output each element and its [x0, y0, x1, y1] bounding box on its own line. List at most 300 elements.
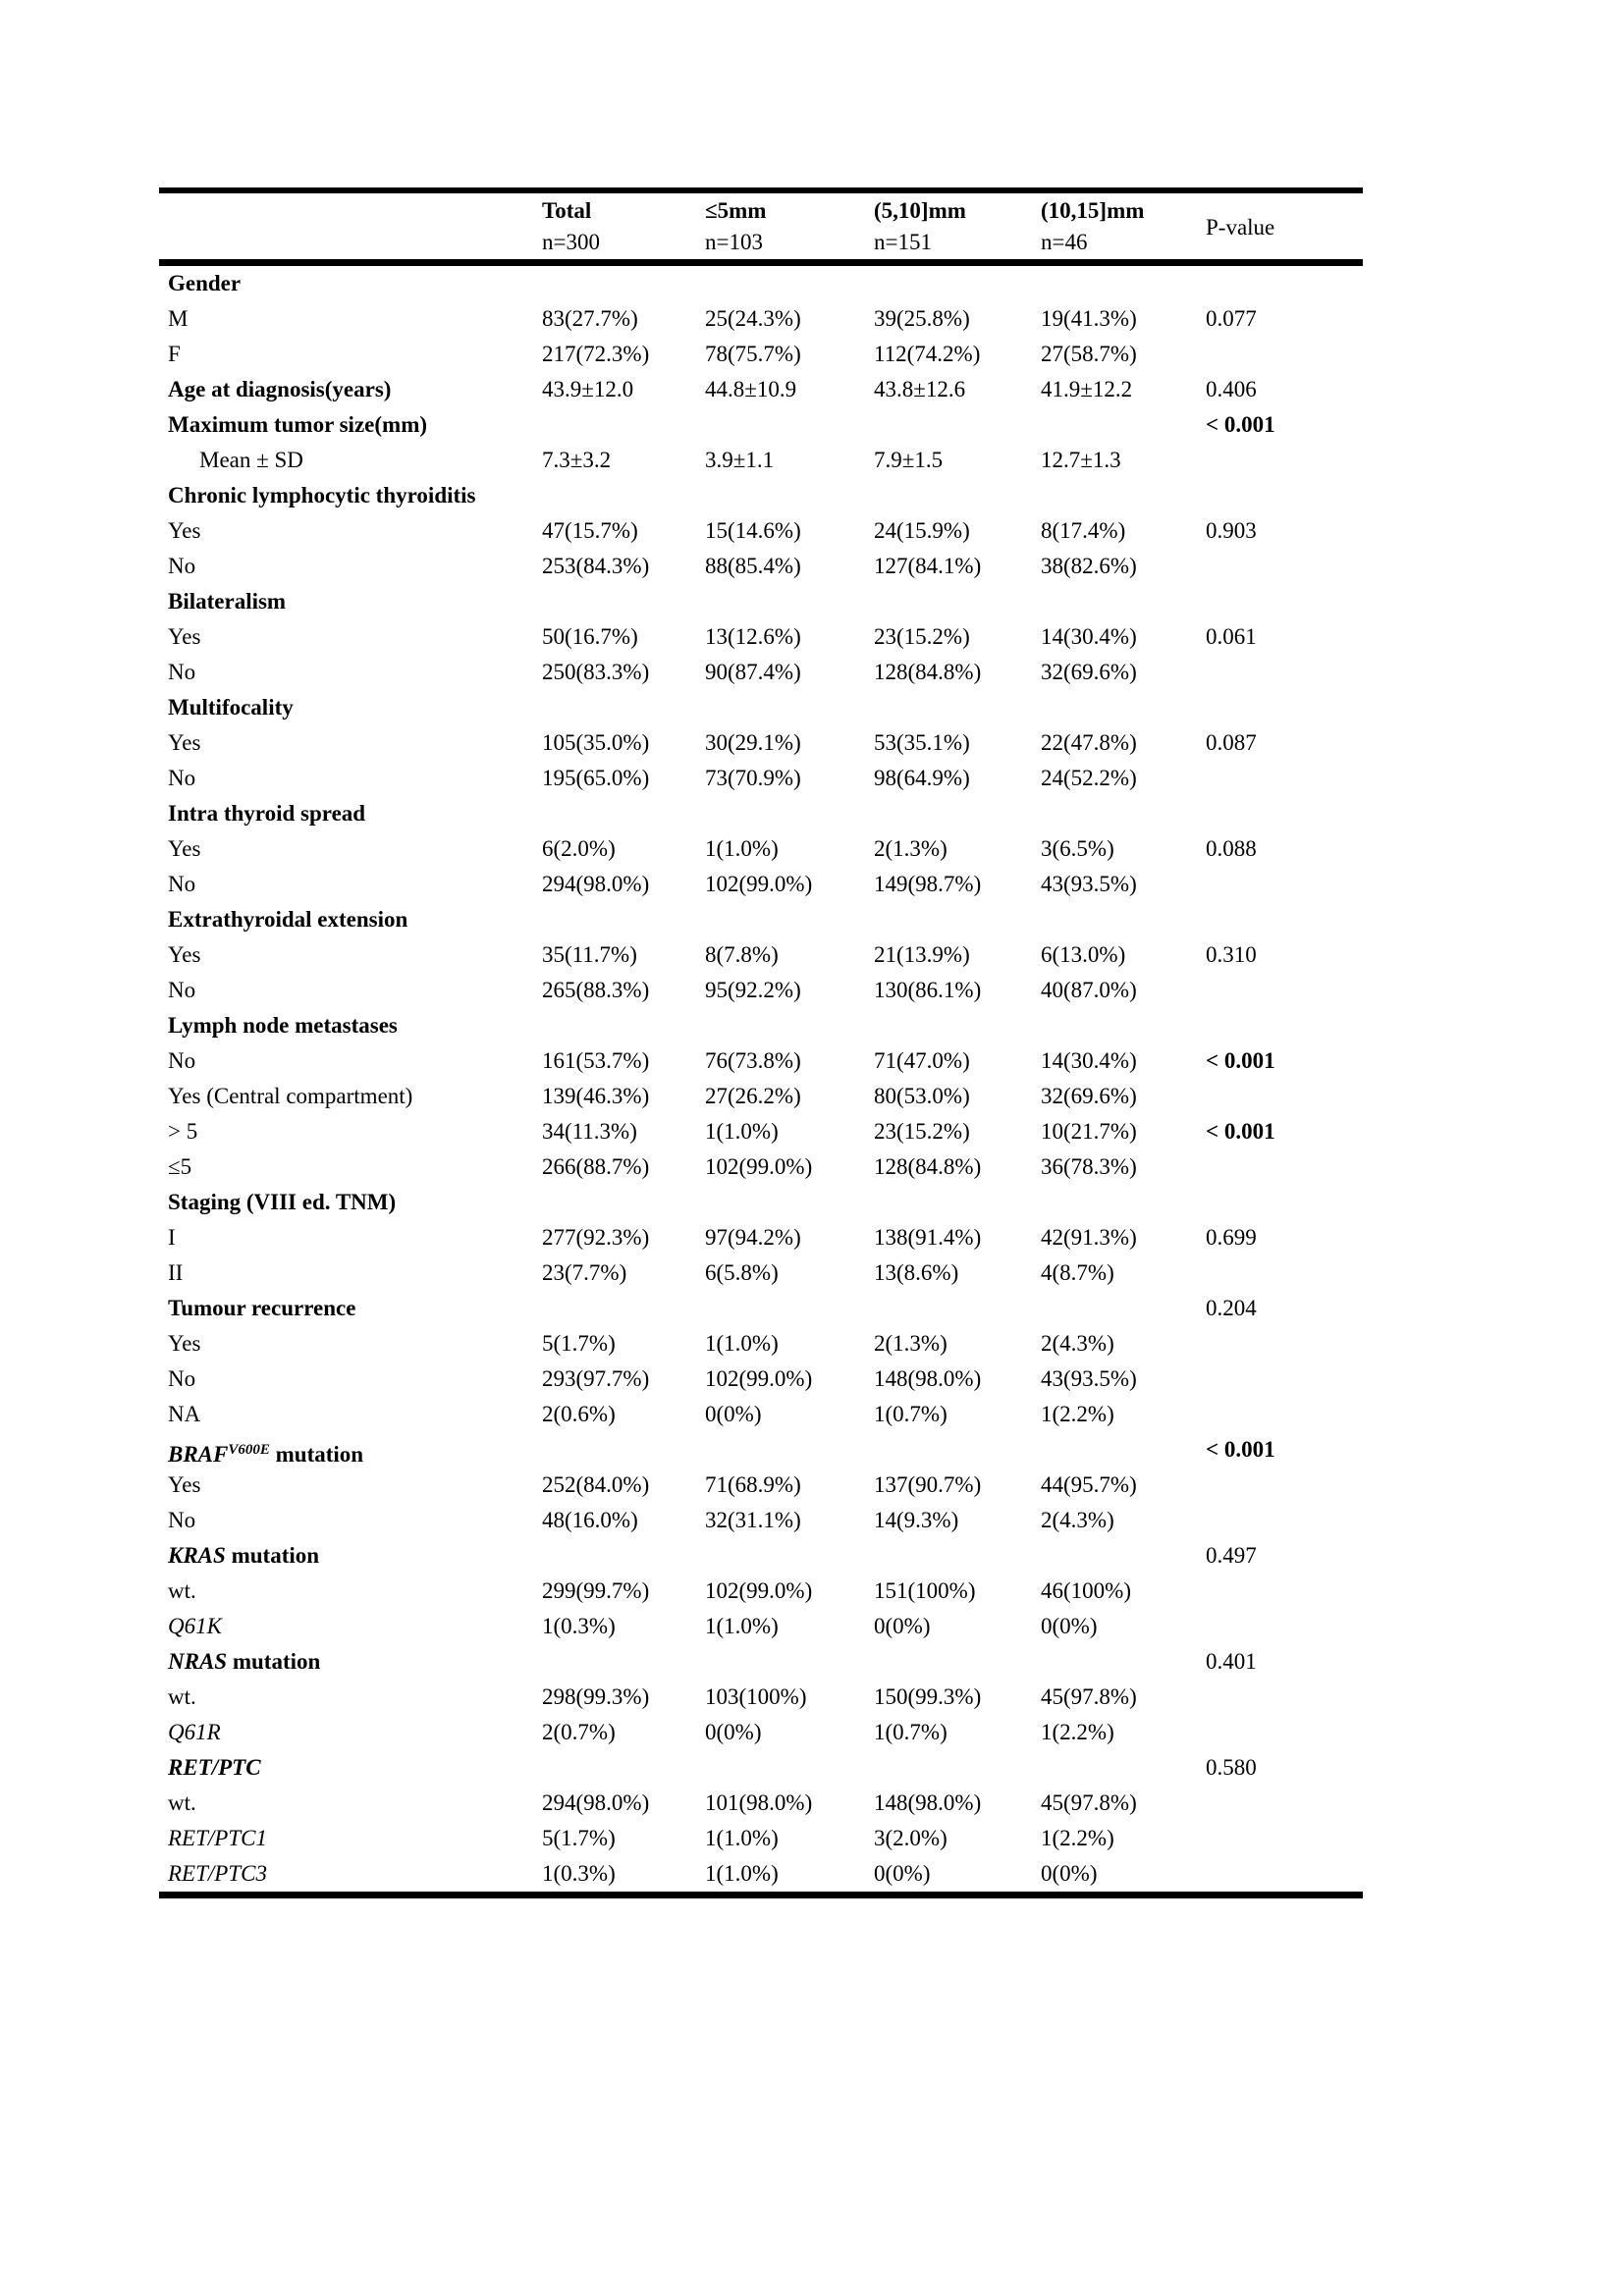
value-cell: 130(86.1%)	[874, 978, 982, 1002]
row-label	[159, 619, 542, 655]
row-label	[159, 1397, 542, 1432]
value-cell: 250(83.3%)	[542, 660, 650, 684]
table-row	[159, 725, 1363, 761]
p-value-cell	[1206, 1185, 1363, 1220]
value-cell: 13(8.6%)	[874, 1260, 959, 1285]
p-value-cell	[1206, 690, 1363, 725]
value-cell: 39(25.8%)	[874, 306, 970, 331]
row-label	[159, 1220, 542, 1255]
value-cell	[1041, 902, 1206, 937]
value-cell: 23(15.2%)	[874, 624, 970, 649]
value-cell: 1(1.0%)	[705, 1614, 779, 1638]
p-value-cell	[1206, 973, 1363, 1008]
value-cell: 148(98.0%)	[874, 1790, 982, 1815]
row-label-text: Yes	[168, 518, 201, 543]
row-label	[159, 1432, 542, 1472]
value-cell: 3(2.0%)	[874, 1826, 947, 1850]
value-cell: 48(16.0%)	[542, 1508, 638, 1532]
value-cell	[874, 1008, 1041, 1043]
p-value-cell: 0.580	[1206, 1755, 1257, 1780]
value-cell	[874, 690, 1041, 725]
row-label-text: Yes	[168, 1472, 201, 1497]
row-label	[159, 867, 542, 902]
value-cell: 161(53.7%)	[542, 1048, 650, 1073]
value-cell: 35(11.7%)	[542, 942, 637, 967]
value-cell: 0(0%)	[1041, 1861, 1098, 1886]
header-col-title: ≤5mm	[705, 198, 767, 223]
table-row	[159, 690, 1363, 725]
value-cell: 80(53.0%)	[874, 1084, 970, 1108]
row-label-text: No	[168, 554, 196, 578]
value-cell: 6(13.0%)	[1041, 942, 1126, 967]
row-label-text: KRAS	[168, 1543, 226, 1568]
value-cell: 8(7.8%)	[705, 942, 779, 967]
row-label-text: Age at diagnosis(years)	[168, 377, 392, 401]
p-value-cell: 0.310	[1206, 942, 1257, 967]
value-cell	[705, 1644, 874, 1680]
row-label	[159, 1255, 542, 1291]
row-label-text: Multifocality	[168, 695, 294, 720]
value-cell: 7.9±1.5	[874, 448, 944, 472]
value-cell: 294(98.0%)	[542, 1790, 650, 1815]
value-cell	[874, 1538, 1041, 1574]
row-label	[159, 725, 542, 761]
table-row	[159, 1644, 1363, 1680]
header-col-title: (5,10]mm	[874, 198, 966, 223]
row-label-text: > 5	[168, 1119, 198, 1144]
value-cell	[542, 1644, 705, 1680]
value-cell: 14(30.4%)	[1041, 624, 1137, 649]
row-label	[159, 831, 542, 867]
row-label	[159, 1291, 542, 1326]
row-label	[159, 1644, 542, 1680]
value-cell	[705, 478, 874, 513]
value-cell	[874, 266, 1041, 301]
value-cell	[1041, 266, 1206, 301]
row-label	[159, 973, 542, 1008]
value-cell: 2(1.3%)	[874, 836, 947, 861]
p-value-cell: 0.903	[1206, 518, 1257, 543]
value-cell: 0(0%)	[1041, 1614, 1098, 1638]
value-cell: 3(6.5%)	[1041, 836, 1114, 861]
row-label-text: mutation	[227, 1649, 321, 1674]
row-label	[159, 1008, 542, 1043]
value-cell	[1041, 1538, 1206, 1574]
row-label-text: No	[168, 1048, 196, 1073]
row-label	[159, 443, 542, 478]
value-cell: 78(75.7%)	[705, 342, 801, 366]
value-cell	[542, 902, 705, 937]
value-cell: 32(69.6%)	[1041, 1084, 1137, 1108]
row-label-text: Chronic lymphocytic thyroiditis	[168, 483, 476, 507]
value-cell: 44.8±10.9	[705, 377, 797, 401]
value-cell: 2(0.7%)	[542, 1720, 616, 1744]
table-header-rule	[159, 259, 1363, 266]
value-cell	[542, 796, 705, 831]
value-cell: 265(88.3%)	[542, 978, 650, 1002]
value-cell: 6(5.8%)	[705, 1260, 779, 1285]
value-cell: 1(0.7%)	[874, 1720, 947, 1744]
p-value-cell: 0.204	[1206, 1296, 1257, 1320]
table-row	[159, 867, 1363, 902]
value-cell: 105(35.0%)	[542, 730, 650, 755]
table-row	[159, 301, 1363, 337]
value-cell: 137(90.7%)	[874, 1472, 982, 1497]
p-value-cell	[1206, 1008, 1363, 1043]
value-cell: 102(99.0%)	[705, 1154, 813, 1179]
value-cell: 294(98.0%)	[542, 872, 650, 896]
table-row	[159, 407, 1363, 443]
header-col-total	[542, 193, 705, 259]
row-label-text: Yes	[168, 730, 201, 755]
value-cell	[1041, 478, 1206, 513]
table-row	[159, 1255, 1363, 1291]
row-label	[159, 1715, 542, 1750]
value-cell: 293(97.7%)	[542, 1366, 650, 1391]
value-cell	[1041, 796, 1206, 831]
value-cell	[874, 1291, 1041, 1326]
row-label-text: Q61K	[168, 1614, 222, 1638]
value-cell: 34(11.3%)	[542, 1119, 637, 1144]
row-label-text: mutation	[225, 1543, 320, 1568]
value-cell	[542, 1432, 705, 1472]
value-cell: 1(0.7%)	[874, 1402, 947, 1426]
row-label-text: RET/PTC3	[168, 1861, 267, 1886]
value-cell: 38(82.6%)	[1041, 554, 1137, 578]
p-value-cell	[1206, 1468, 1363, 1503]
value-cell: 2(0.6%)	[542, 1402, 616, 1426]
row-label	[159, 1362, 542, 1397]
value-cell	[1041, 690, 1206, 725]
value-cell: 43(93.5%)	[1041, 1366, 1137, 1391]
p-value-cell	[1206, 1680, 1363, 1715]
value-cell	[542, 478, 705, 513]
p-value-cell	[1206, 1149, 1363, 1185]
value-cell: 0(0%)	[705, 1402, 762, 1426]
row-label-text: F	[168, 342, 181, 366]
row-label-text: RET/PTC1	[168, 1826, 267, 1850]
value-cell: 0(0%)	[705, 1720, 762, 1744]
row-label	[159, 584, 542, 619]
p-value-cell	[1206, 1079, 1363, 1114]
p-value-cell: < 0.001	[1206, 1437, 1275, 1462]
value-cell: 1(0.3%)	[542, 1614, 616, 1638]
value-cell: 2(4.3%)	[1041, 1508, 1114, 1532]
value-cell: 21(13.9%)	[874, 942, 970, 967]
row-label-text: Lymph node metastases	[168, 1013, 398, 1038]
row-label	[159, 796, 542, 831]
value-cell	[542, 407, 705, 443]
row-label-text: II	[168, 1260, 184, 1285]
row-label-text: Maximum tumor size(mm)	[168, 412, 428, 437]
header-pvalue-label: P-value	[1206, 214, 1275, 240]
value-cell	[1041, 1432, 1206, 1472]
p-value-cell: < 0.001	[1206, 1119, 1275, 1144]
value-cell	[705, 796, 874, 831]
value-cell	[705, 1750, 874, 1786]
row-label-text: Bilateralism	[168, 589, 287, 614]
row-label	[159, 337, 542, 372]
value-cell	[542, 1185, 705, 1220]
value-cell: 217(72.3%)	[542, 342, 650, 366]
row-label-text: wt.	[168, 1684, 196, 1709]
p-value-cell	[1206, 1786, 1363, 1821]
value-cell	[705, 902, 874, 937]
row-label-text: Q61R	[168, 1720, 221, 1744]
row-label-text: Tumour recurrence	[168, 1296, 356, 1320]
row-label	[159, 301, 542, 337]
value-cell: 10(21.7%)	[1041, 1119, 1137, 1144]
value-cell: 23(15.2%)	[874, 1119, 970, 1144]
value-cell: 71(68.9%)	[705, 1472, 801, 1497]
row-label-text: No	[168, 766, 196, 790]
table-row	[159, 372, 1363, 407]
value-cell	[874, 1432, 1041, 1472]
table-row	[159, 655, 1363, 690]
value-cell	[1041, 1750, 1206, 1786]
row-label-text: Yes	[168, 836, 201, 861]
row-label	[159, 1680, 542, 1715]
value-cell: 46(100%)	[1041, 1578, 1131, 1603]
value-cell: 22(47.8%)	[1041, 730, 1137, 755]
row-label-text: M	[168, 306, 189, 331]
table-row	[159, 1821, 1363, 1856]
table-header-row	[159, 193, 1363, 259]
table-row	[159, 1574, 1363, 1609]
table-row	[159, 761, 1363, 796]
value-cell	[542, 690, 705, 725]
value-cell	[1041, 1008, 1206, 1043]
row-label-text: V600E	[228, 1442, 270, 1458]
value-cell: 5(1.7%)	[542, 1826, 616, 1850]
row-label	[159, 1503, 542, 1538]
value-cell	[705, 584, 874, 619]
p-value-cell: < 0.001	[1206, 1048, 1275, 1073]
value-cell	[1041, 1185, 1206, 1220]
row-label-text: Intra thyroid spread	[168, 801, 366, 826]
row-label	[159, 1043, 542, 1079]
table-row	[159, 1468, 1363, 1503]
value-cell	[874, 1185, 1041, 1220]
row-label-text: ≤5	[168, 1154, 192, 1179]
value-cell	[705, 690, 874, 725]
value-cell: 128(84.8%)	[874, 660, 982, 684]
value-cell	[542, 1008, 705, 1043]
table-row	[159, 478, 1363, 513]
header-col-n: n=151	[874, 230, 932, 254]
value-cell: 103(100%)	[705, 1684, 807, 1709]
p-value-cell	[1206, 655, 1363, 690]
value-cell: 97(94.2%)	[705, 1225, 801, 1250]
row-label	[159, 1609, 542, 1644]
row-label-text: No	[168, 660, 196, 684]
value-cell	[542, 1291, 705, 1326]
row-label-text: Extrathyroidal extension	[168, 907, 408, 932]
row-label-text: NA	[168, 1402, 201, 1426]
p-value-cell: 0.088	[1206, 836, 1257, 861]
value-cell: 53(35.1%)	[874, 730, 970, 755]
row-label	[159, 1468, 542, 1503]
row-label-text: No	[168, 1366, 196, 1391]
value-cell	[705, 407, 874, 443]
value-cell: 1(1.0%)	[705, 1861, 779, 1886]
p-value-cell	[1206, 549, 1363, 584]
row-label	[159, 655, 542, 690]
table-row	[159, 1432, 1363, 1468]
p-value-cell: 0.401	[1206, 1649, 1257, 1674]
value-cell: 5(1.7%)	[542, 1331, 616, 1356]
value-cell: 90(87.4%)	[705, 660, 801, 684]
value-cell: 148(98.0%)	[874, 1366, 982, 1391]
header-col-n: n=103	[705, 230, 763, 254]
table-row	[159, 1856, 1363, 1892]
value-cell	[874, 902, 1041, 937]
table-row	[159, 1362, 1363, 1397]
row-label	[159, 478, 542, 513]
value-cell: 24(52.2%)	[1041, 766, 1137, 790]
row-label	[159, 1326, 542, 1362]
value-cell	[542, 1750, 705, 1786]
table-row	[159, 973, 1363, 1008]
value-cell: 42(91.3%)	[1041, 1225, 1137, 1250]
header-col-le5mm	[705, 193, 874, 259]
value-cell: 13(12.6%)	[705, 624, 801, 649]
table-row	[159, 1786, 1363, 1821]
table-row	[159, 1326, 1363, 1362]
value-cell: 45(97.8%)	[1041, 1790, 1137, 1815]
value-cell: 32(69.6%)	[1041, 660, 1137, 684]
p-value-cell	[1206, 1821, 1363, 1856]
p-value-cell	[1206, 1326, 1363, 1362]
value-cell: 14(30.4%)	[1041, 1048, 1137, 1073]
value-cell	[874, 478, 1041, 513]
p-value-cell	[1206, 796, 1363, 831]
table-row	[159, 1149, 1363, 1185]
table-row	[159, 1043, 1363, 1079]
row-label	[159, 407, 542, 443]
value-cell	[874, 584, 1041, 619]
table-row	[159, 1750, 1363, 1786]
row-label-text: Gender	[168, 271, 242, 295]
value-cell: 112(74.2%)	[874, 342, 981, 366]
table-row	[159, 1114, 1363, 1149]
value-cell: 76(73.8%)	[705, 1048, 801, 1073]
value-cell: 43(93.5%)	[1041, 872, 1137, 896]
table-row	[159, 1680, 1363, 1715]
row-label-text: Mean ± SD	[199, 448, 303, 472]
value-cell	[705, 1538, 874, 1574]
row-label	[159, 266, 542, 301]
value-cell: 45(97.8%)	[1041, 1684, 1137, 1709]
p-value-cell	[1206, 1255, 1363, 1291]
row-label-text: wt.	[168, 1790, 196, 1815]
p-value-cell	[1206, 1609, 1363, 1644]
value-cell: 73(70.9%)	[705, 766, 801, 790]
row-label-text: Yes	[168, 1331, 201, 1356]
value-cell: 6(2.0%)	[542, 836, 616, 861]
row-label	[159, 372, 542, 407]
value-cell	[705, 1432, 874, 1472]
p-value-cell	[1206, 1362, 1363, 1397]
row-label-text: wt.	[168, 1578, 196, 1603]
value-cell: 44(95.7%)	[1041, 1472, 1137, 1497]
value-cell: 0(0%)	[874, 1861, 931, 1886]
row-label-text: RET/PTC	[168, 1755, 261, 1780]
value-cell: 1(2.2%)	[1041, 1402, 1114, 1426]
value-cell: 139(46.3%)	[542, 1084, 650, 1108]
row-label	[159, 549, 542, 584]
value-cell: 1(2.2%)	[1041, 1720, 1114, 1744]
p-value-cell: 0.087	[1206, 730, 1257, 755]
p-value-cell	[1206, 337, 1363, 372]
table-row	[159, 1220, 1363, 1255]
p-value-cell: 0.077	[1206, 306, 1257, 331]
value-cell: 102(99.0%)	[705, 1578, 813, 1603]
value-cell: 47(15.7%)	[542, 518, 638, 543]
value-cell	[874, 1644, 1041, 1680]
value-cell: 128(84.8%)	[874, 1154, 982, 1179]
p-value-cell	[1206, 584, 1363, 619]
header-col-title: (10,15]mm	[1041, 198, 1145, 223]
table-row	[159, 584, 1363, 619]
row-label-text: Yes	[168, 624, 201, 649]
value-cell: 0(0%)	[874, 1614, 931, 1638]
value-cell: 1(1.0%)	[705, 1331, 779, 1356]
p-value-cell	[1206, 1397, 1363, 1432]
characteristics-table	[159, 187, 1363, 1898]
value-cell: 95(92.2%)	[705, 978, 801, 1002]
value-cell	[1041, 407, 1206, 443]
value-cell: 138(91.4%)	[874, 1225, 982, 1250]
row-label	[159, 690, 542, 725]
row-label	[159, 1821, 542, 1856]
value-cell: 43.8±12.6	[874, 377, 966, 401]
value-cell: 1(2.2%)	[1041, 1826, 1114, 1850]
value-cell: 12.7±1.3	[1041, 448, 1121, 472]
value-cell: 101(98.0%)	[705, 1790, 813, 1815]
value-cell: 127(84.1%)	[874, 554, 982, 578]
p-value-cell	[1206, 902, 1363, 937]
header-col-10-15mm	[1041, 193, 1206, 259]
p-value-cell	[1206, 761, 1363, 796]
value-cell	[1041, 584, 1206, 619]
value-cell	[705, 1291, 874, 1326]
value-cell: 277(92.3%)	[542, 1225, 650, 1250]
row-label	[159, 1149, 542, 1185]
value-cell: 24(15.9%)	[874, 518, 970, 543]
p-value-cell: 0.699	[1206, 1225, 1257, 1250]
p-value-cell	[1206, 478, 1363, 513]
row-label	[159, 761, 542, 796]
value-cell	[542, 1538, 705, 1574]
table-row	[159, 1291, 1363, 1326]
value-cell: 98(64.9%)	[874, 766, 970, 790]
value-cell: 266(88.7%)	[542, 1154, 650, 1179]
row-label-text: NRAS	[168, 1649, 228, 1674]
table-row	[159, 902, 1363, 937]
p-value-cell	[1206, 266, 1363, 301]
value-cell: 27(26.2%)	[705, 1084, 801, 1108]
header-col-title: Total	[542, 198, 592, 223]
value-cell: 36(78.3%)	[1041, 1154, 1137, 1179]
table-row	[159, 1503, 1363, 1538]
header-col-n: n=300	[542, 230, 600, 254]
table-row	[159, 831, 1363, 867]
row-label-text: Yes (Central compartment)	[168, 1084, 413, 1108]
table-row	[159, 1397, 1363, 1432]
value-cell: 15(14.6%)	[705, 518, 801, 543]
value-cell: 19(41.3%)	[1041, 306, 1137, 331]
